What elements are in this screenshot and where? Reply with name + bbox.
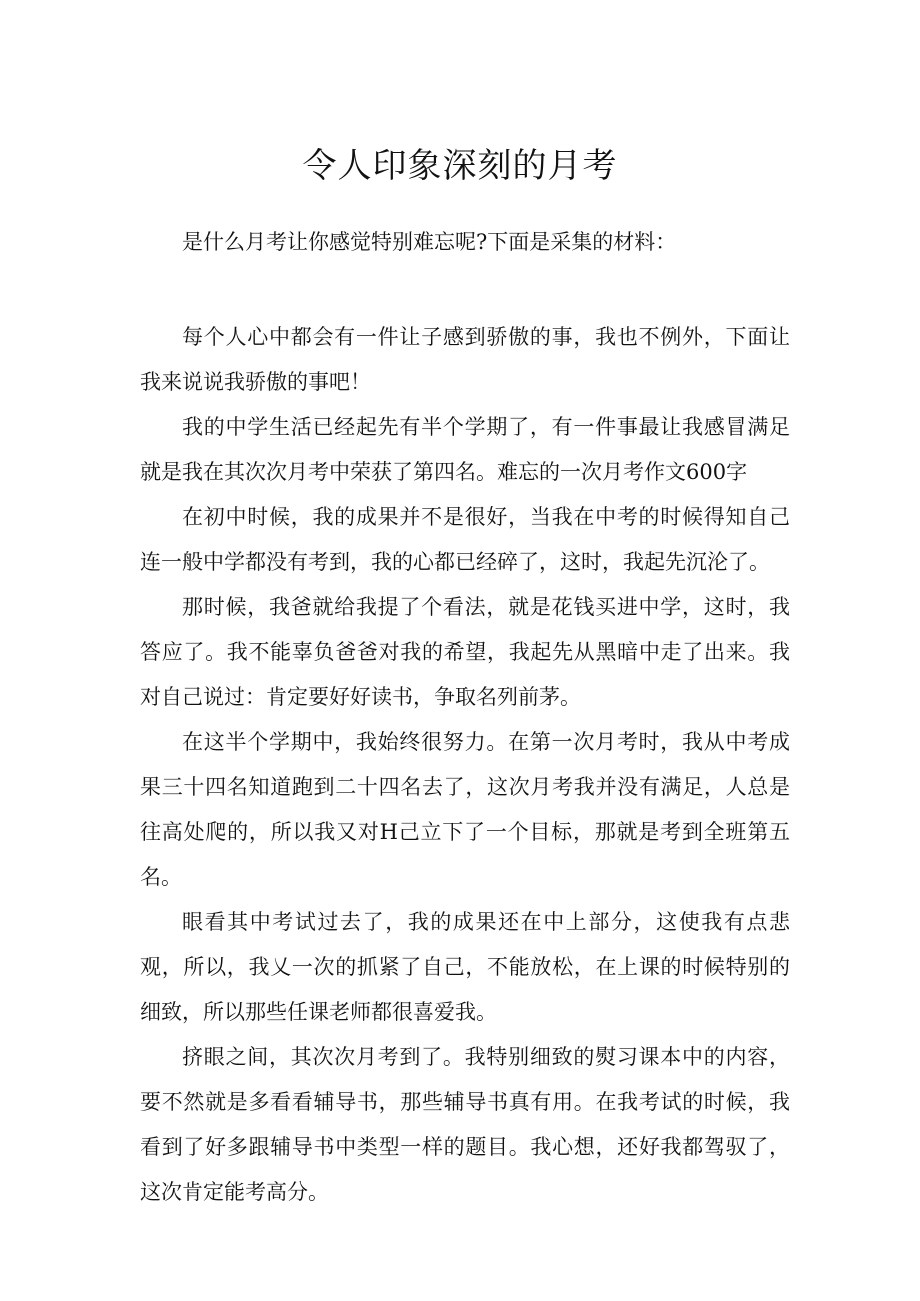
article-body (140, 315, 790, 1215)
paragraph-1: 每个人心中都会有一件让子感到骄傲的事，我也不例外，下面让我来说说我骄傲的事吧！ (140, 325, 790, 394)
paragraph-3: 在初中时候，我的成果并不是很好，当我在中考的时候得知自己连一般中学都没有考到，我的心都已经碎了，这时，我起先沉沦了。 (140, 505, 790, 574)
paragraph-7: 挤眼之间，其次次月考到了。我特别细致的熨习课本中的内容，要不然就是多看看辅导书，那些辅导书真有用。在我考试的时候，我看到了好多跟辅导书中类型一样的题目。我心想，还好我都驾驭了，这次肯定能考高分。 (140, 1045, 790, 1204)
paragraph-6: 眼看其中考试过去了，我的成果还在中上部分，这使我有点悲观，所以，我乂一次的抓紧了自己，不能放松，在上课的时候特别的细致，所以那些任课老师都很喜爱我。 (140, 910, 790, 1024)
paragraph-2: 我的中学生活已经起先有半个学期了，有一件事最让我感冒满足就是我在其次次月考中荣获了第四名。难忘的一次月考作文600字 (140, 415, 790, 484)
paragraph-5: 在这半个学期中，我始终很努力。在第一次月考时，我从中考成果三十四名知道跑到二十四名去了，这次月考我并没有满足，人总是往高处爬的，所以我又对H己立下了一个目标，那就是考到全班第五名。 (140, 730, 790, 889)
document-title: 令人印象深刻的月考 (302, 146, 618, 186)
intro-paragraph: 是什么月考让你感觉特别难忘呢?下面是采集的材料： (182, 230, 677, 254)
paragraph-4: 那时候，我爸就给我提了个看法，就是花钱买进中学，这时，我答应了。我不能辜负爸爸对我的希望，我起先从黑暗中走了出来。我对自己说过：肯定要好好读书，争取名列前茅。 (140, 595, 790, 709)
